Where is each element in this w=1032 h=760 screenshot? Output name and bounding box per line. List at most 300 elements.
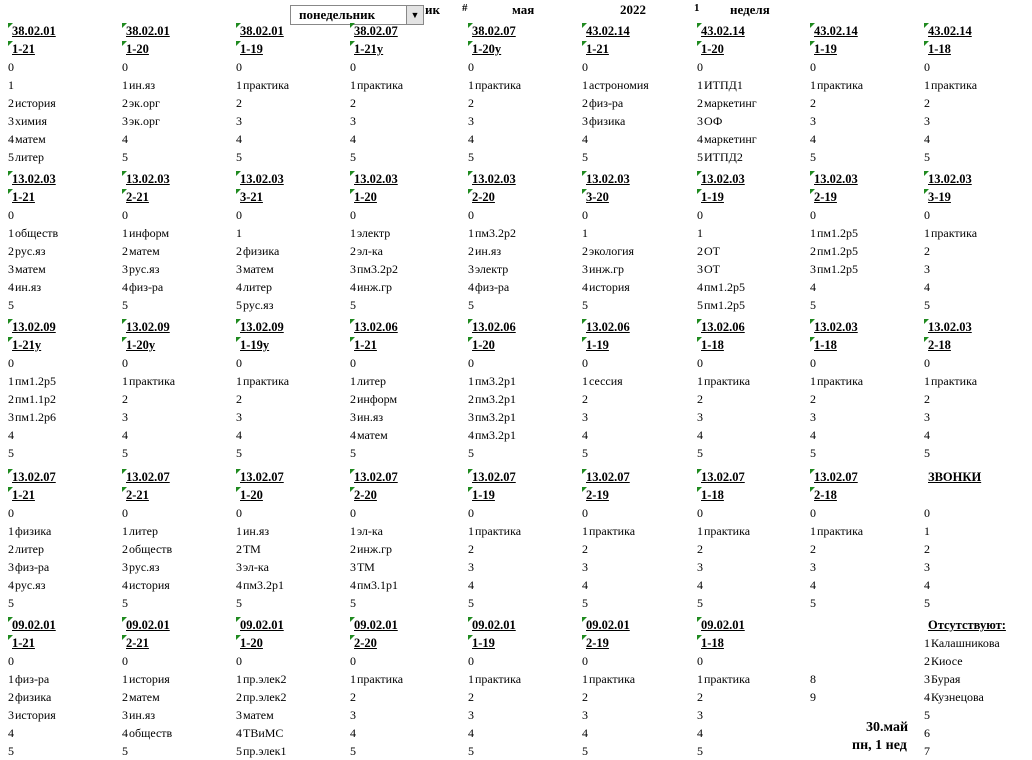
lesson-row[interactable] xyxy=(697,130,809,148)
lesson-row[interactable] xyxy=(697,540,809,558)
lesson-row[interactable] xyxy=(8,522,120,540)
lesson-row[interactable] xyxy=(468,76,580,94)
lesson-row[interactable] xyxy=(350,278,462,296)
lesson-row[interactable] xyxy=(122,206,234,224)
lesson-row[interactable] xyxy=(350,688,462,706)
group-name[interactable]: 1-21у xyxy=(350,40,462,58)
lesson-row[interactable] xyxy=(924,742,1032,760)
lesson-row[interactable] xyxy=(236,76,348,94)
specialty-code[interactable]: 09.02.01 xyxy=(582,616,694,634)
group-name[interactable]: 1-18 xyxy=(810,336,922,354)
specialty-code[interactable]: 13.02.06 xyxy=(582,318,694,336)
group-name[interactable]: 1-18 xyxy=(697,486,809,504)
specialty-code[interactable]: 13.02.03 xyxy=(697,170,809,188)
lesson-row[interactable] xyxy=(810,260,922,278)
lesson-row[interactable] xyxy=(810,576,922,594)
group-name[interactable]: 1-21 xyxy=(350,336,462,354)
lesson-row[interactable] xyxy=(582,444,694,462)
specialty-code[interactable]: 13.02.07 xyxy=(582,468,694,486)
lesson-row[interactable] xyxy=(697,688,809,706)
lesson-row[interactable] xyxy=(350,296,462,314)
lesson-row[interactable] xyxy=(582,260,694,278)
lesson-row[interactable] xyxy=(810,130,922,148)
lesson-row[interactable] xyxy=(468,224,580,242)
lesson-row[interactable] xyxy=(697,372,809,390)
lesson-row[interactable] xyxy=(582,688,694,706)
lesson-row[interactable] xyxy=(8,76,120,94)
lesson-row[interactable] xyxy=(8,130,120,148)
group-name[interactable]: 1-19 xyxy=(468,634,580,652)
group-name[interactable]: 2-21 xyxy=(122,188,234,206)
lesson-row[interactable] xyxy=(122,706,234,724)
lesson-row[interactable] xyxy=(810,354,922,372)
lesson-row[interactable] xyxy=(8,504,120,522)
lesson-row[interactable] xyxy=(697,670,809,688)
lesson-row[interactable] xyxy=(924,688,1032,706)
lesson-row[interactable] xyxy=(8,224,120,242)
lesson-row[interactable] xyxy=(468,504,580,522)
lesson-row[interactable] xyxy=(350,670,462,688)
specialty-code[interactable]: 13.02.07 xyxy=(697,468,809,486)
lesson-row[interactable] xyxy=(468,372,580,390)
lesson-row[interactable] xyxy=(582,278,694,296)
lesson-row[interactable] xyxy=(122,224,234,242)
specialty-code[interactable]: 43.02.14 xyxy=(924,22,1032,40)
lesson-row[interactable] xyxy=(468,390,580,408)
lesson-row[interactable] xyxy=(582,522,694,540)
lesson-row[interactable] xyxy=(8,278,120,296)
lesson-row[interactable] xyxy=(924,504,1032,522)
lesson-row[interactable] xyxy=(350,522,462,540)
lesson-row[interactable] xyxy=(8,444,120,462)
lesson-row[interactable] xyxy=(924,594,1032,612)
lesson-row[interactable] xyxy=(924,652,1032,670)
lesson-row[interactable] xyxy=(468,706,580,724)
specialty-code[interactable]: 13.02.09 xyxy=(8,318,120,336)
lesson-row[interactable] xyxy=(697,426,809,444)
lesson-row[interactable] xyxy=(350,540,462,558)
lesson-row[interactable] xyxy=(582,742,694,760)
specialty-code[interactable]: 09.02.01 xyxy=(122,616,234,634)
lesson-row[interactable] xyxy=(697,278,809,296)
lesson-row[interactable] xyxy=(697,706,809,724)
specialty-code[interactable]: 13.02.03 xyxy=(810,170,922,188)
lesson-row[interactable] xyxy=(924,576,1032,594)
lesson-row[interactable] xyxy=(350,652,462,670)
lesson-row[interactable] xyxy=(236,408,348,426)
lesson-row[interactable] xyxy=(924,224,1032,242)
lesson-row[interactable] xyxy=(697,94,809,112)
lesson-row[interactable] xyxy=(468,408,580,426)
lesson-row[interactable] xyxy=(122,742,234,760)
lesson-row[interactable] xyxy=(810,278,922,296)
lesson-row[interactable] xyxy=(697,148,809,166)
lesson-row[interactable] xyxy=(697,242,809,260)
lesson-row[interactable] xyxy=(810,504,922,522)
specialty-code[interactable]: 13.02.07 xyxy=(350,468,462,486)
lesson-row[interactable] xyxy=(697,504,809,522)
lesson-row[interactable] xyxy=(582,408,694,426)
group-name[interactable]: 1-20 xyxy=(697,40,809,58)
lesson-row[interactable] xyxy=(697,76,809,94)
lesson-row[interactable] xyxy=(810,372,922,390)
lesson-row[interactable] xyxy=(582,426,694,444)
lesson-row[interactable] xyxy=(582,354,694,372)
specialty-code[interactable]: 13.02.07 xyxy=(468,468,580,486)
lesson-row[interactable] xyxy=(810,408,922,426)
lesson-row[interactable] xyxy=(697,594,809,612)
group-name[interactable]: 3-21 xyxy=(236,188,348,206)
lesson-row[interactable] xyxy=(924,558,1032,576)
lesson-row[interactable] xyxy=(8,372,120,390)
lesson-row[interactable] xyxy=(810,224,922,242)
lesson-row[interactable] xyxy=(810,296,922,314)
group-name[interactable]: 1-19 xyxy=(810,40,922,58)
lesson-row[interactable] xyxy=(122,354,234,372)
lesson-row[interactable] xyxy=(468,260,580,278)
lesson-row[interactable] xyxy=(236,112,348,130)
lesson-row[interactable] xyxy=(582,58,694,76)
lesson-row[interactable] xyxy=(8,652,120,670)
lesson-row[interactable] xyxy=(697,724,809,742)
lesson-row[interactable] xyxy=(8,670,120,688)
lesson-row[interactable] xyxy=(236,742,348,760)
specialty-code[interactable]: 13.02.06 xyxy=(350,318,462,336)
lesson-row[interactable] xyxy=(350,112,462,130)
lesson-row[interactable] xyxy=(350,206,462,224)
lesson-row[interactable] xyxy=(122,540,234,558)
lesson-row[interactable] xyxy=(122,296,234,314)
lesson-row[interactable] xyxy=(468,296,580,314)
lesson-row[interactable] xyxy=(236,94,348,112)
lesson-row[interactable] xyxy=(697,742,809,760)
lesson-row[interactable] xyxy=(350,724,462,742)
lesson-row[interactable] xyxy=(350,576,462,594)
lesson-row[interactable] xyxy=(236,242,348,260)
group-name[interactable]: 1-20 xyxy=(468,336,580,354)
group-name[interactable]: 2-19 xyxy=(810,188,922,206)
lesson-row[interactable] xyxy=(582,148,694,166)
group-name[interactable]: 1-20у xyxy=(122,336,234,354)
lesson-row[interactable] xyxy=(8,576,120,594)
lesson-row[interactable] xyxy=(468,540,580,558)
lesson-row[interactable] xyxy=(8,148,120,166)
lesson-row[interactable] xyxy=(924,260,1032,278)
lesson-row[interactable] xyxy=(924,408,1032,426)
lesson-row[interactable] xyxy=(468,594,580,612)
lesson-row[interactable] xyxy=(810,540,922,558)
group-name[interactable]: 1-20у xyxy=(468,40,580,58)
specialty-code[interactable]: 09.02.01 xyxy=(350,616,462,634)
lesson-row[interactable] xyxy=(582,206,694,224)
lesson-row[interactable] xyxy=(924,296,1032,314)
lesson-row[interactable] xyxy=(236,688,348,706)
lesson-row[interactable] xyxy=(236,540,348,558)
lesson-row[interactable] xyxy=(697,576,809,594)
specialty-code[interactable]: 09.02.01 xyxy=(8,616,120,634)
lesson-row[interactable] xyxy=(236,206,348,224)
lesson-row[interactable] xyxy=(350,224,462,242)
lesson-row[interactable] xyxy=(924,130,1032,148)
lesson-row[interactable] xyxy=(122,670,234,688)
group-name[interactable]: 2-19 xyxy=(582,486,694,504)
lesson-row[interactable] xyxy=(582,576,694,594)
lesson-row[interactable] xyxy=(236,224,348,242)
group-name[interactable]: 1-19у xyxy=(236,336,348,354)
specialty-code[interactable]: 43.02.14 xyxy=(582,22,694,40)
lesson-row[interactable] xyxy=(8,390,120,408)
specialty-code[interactable]: 13.02.03 xyxy=(810,318,922,336)
specialty-code[interactable]: 13.02.06 xyxy=(468,318,580,336)
lesson-row[interactable] xyxy=(350,706,462,724)
lesson-row[interactable] xyxy=(122,112,234,130)
lesson-row[interactable] xyxy=(697,206,809,224)
lesson-row[interactable] xyxy=(697,558,809,576)
lesson-row[interactable] xyxy=(697,112,809,130)
group-name[interactable]: 1-18 xyxy=(697,634,809,652)
group-name[interactable]: 1-20 xyxy=(350,188,462,206)
specialty-code[interactable]: 13.02.09 xyxy=(236,318,348,336)
specialty-code[interactable]: 13.02.07 xyxy=(810,468,922,486)
lesson-row[interactable] xyxy=(810,94,922,112)
lesson-row[interactable] xyxy=(122,444,234,462)
lesson-row[interactable] xyxy=(468,652,580,670)
specialty-code[interactable]: 09.02.01 xyxy=(697,616,809,634)
lesson-row[interactable] xyxy=(924,444,1032,462)
group-name[interactable]: 2-20 xyxy=(350,634,462,652)
lesson-row[interactable] xyxy=(810,594,922,612)
lesson-row[interactable] xyxy=(468,426,580,444)
lesson-row[interactable] xyxy=(8,558,120,576)
lesson-row[interactable] xyxy=(468,206,580,224)
group-name[interactable]: 1-18 xyxy=(697,336,809,354)
lesson-row[interactable] xyxy=(122,372,234,390)
lesson-row[interactable] xyxy=(122,76,234,94)
lesson-row[interactable] xyxy=(350,76,462,94)
group-name[interactable]: 1-18 xyxy=(924,40,1032,58)
specialty-code[interactable]: 38.02.07 xyxy=(468,22,580,40)
lesson-row[interactable] xyxy=(582,296,694,314)
lesson-row[interactable] xyxy=(122,260,234,278)
lesson-row[interactable] xyxy=(8,58,120,76)
specialty-code[interactable]: 43.02.14 xyxy=(810,22,922,40)
group-name[interactable]: 1-21 xyxy=(8,40,120,58)
lesson-row[interactable] xyxy=(810,76,922,94)
lesson-row[interactable] xyxy=(122,504,234,522)
lesson-row[interactable] xyxy=(582,390,694,408)
lesson-row[interactable] xyxy=(924,634,1032,652)
lesson-row[interactable] xyxy=(350,504,462,522)
lesson-row[interactable] xyxy=(810,242,922,260)
lesson-row[interactable] xyxy=(236,148,348,166)
lesson-row[interactable] xyxy=(582,706,694,724)
group-name[interactable]: 2-21 xyxy=(122,634,234,652)
lesson-row[interactable] xyxy=(582,670,694,688)
lesson-row[interactable] xyxy=(697,408,809,426)
lesson-row[interactable] xyxy=(810,390,922,408)
lesson-row[interactable] xyxy=(350,354,462,372)
lesson-row[interactable] xyxy=(468,130,580,148)
lesson-row[interactable] xyxy=(924,670,1032,688)
lesson-row[interactable] xyxy=(697,224,809,242)
lesson-row[interactable] xyxy=(582,652,694,670)
lesson-row[interactable] xyxy=(236,504,348,522)
specialty-code[interactable]: 09.02.01 xyxy=(236,616,348,634)
lesson-row[interactable] xyxy=(8,742,120,760)
group-name[interactable]: 1-20 xyxy=(236,486,348,504)
lesson-row[interactable] xyxy=(350,444,462,462)
lesson-row[interactable] xyxy=(697,444,809,462)
specialty-code[interactable]: 38.02.01 xyxy=(122,22,234,40)
lesson-row[interactable] xyxy=(468,58,580,76)
lesson-row[interactable] xyxy=(350,94,462,112)
lesson-row[interactable] xyxy=(8,242,120,260)
group-name[interactable]: 2-18 xyxy=(810,486,922,504)
specialty-code[interactable]: 13.02.03 xyxy=(236,170,348,188)
lesson-row[interactable] xyxy=(350,148,462,166)
lesson-row[interactable] xyxy=(697,296,809,314)
lesson-row[interactable] xyxy=(236,576,348,594)
specialty-code[interactable]: 13.02.03 xyxy=(582,170,694,188)
lesson-row[interactable] xyxy=(582,594,694,612)
lesson-row[interactable] xyxy=(350,130,462,148)
group-name[interactable]: 1-21 xyxy=(8,188,120,206)
lesson-row[interactable] xyxy=(582,242,694,260)
lesson-row[interactable] xyxy=(810,112,922,130)
lesson-row[interactable] xyxy=(8,354,120,372)
group-name[interactable]: 1-20 xyxy=(236,634,348,652)
specialty-code[interactable]: 13.02.03 xyxy=(122,170,234,188)
lesson-row[interactable] xyxy=(122,724,234,742)
lesson-row[interactable] xyxy=(236,354,348,372)
lesson-row[interactable] xyxy=(924,426,1032,444)
lesson-row[interactable] xyxy=(924,706,1032,724)
lesson-row[interactable] xyxy=(122,594,234,612)
lesson-row[interactable] xyxy=(236,58,348,76)
lesson-row[interactable] xyxy=(924,724,1032,742)
lesson-row[interactable] xyxy=(468,444,580,462)
specialty-code[interactable]: 38.02.07 xyxy=(350,22,462,40)
lesson-row[interactable] xyxy=(468,112,580,130)
lesson-row[interactable] xyxy=(236,130,348,148)
group-name[interactable]: 1-19 xyxy=(697,188,809,206)
lesson-row[interactable] xyxy=(236,278,348,296)
lesson-row[interactable] xyxy=(122,652,234,670)
specialty-code[interactable]: 13.02.07 xyxy=(8,468,120,486)
lesson-row[interactable] xyxy=(122,390,234,408)
lesson-row[interactable] xyxy=(122,94,234,112)
group-name[interactable]: 2-20 xyxy=(468,188,580,206)
lesson-row[interactable] xyxy=(8,112,120,130)
specialty-code[interactable]: 38.02.01 xyxy=(8,22,120,40)
lesson-row[interactable] xyxy=(122,148,234,166)
specialty-code[interactable]: 13.02.09 xyxy=(122,318,234,336)
lesson-row[interactable] xyxy=(122,688,234,706)
lesson-row[interactable] xyxy=(122,558,234,576)
lesson-row[interactable] xyxy=(236,706,348,724)
lesson-row[interactable] xyxy=(468,670,580,688)
lesson-row[interactable] xyxy=(122,130,234,148)
lesson-row[interactable] xyxy=(582,130,694,148)
lesson-row[interactable] xyxy=(236,652,348,670)
lesson-row[interactable] xyxy=(468,522,580,540)
specialty-code[interactable]: 09.02.01 xyxy=(468,616,580,634)
lesson-row[interactable] xyxy=(810,558,922,576)
lesson-row[interactable] xyxy=(468,558,580,576)
specialty-code[interactable]: 13.02.03 xyxy=(350,170,462,188)
lesson-row[interactable] xyxy=(236,558,348,576)
lesson-row[interactable] xyxy=(697,354,809,372)
group-name[interactable]: 1-21у xyxy=(8,336,120,354)
lesson-row[interactable] xyxy=(924,372,1032,390)
lesson-row[interactable] xyxy=(122,426,234,444)
lesson-row[interactable] xyxy=(8,688,120,706)
lesson-row[interactable] xyxy=(350,558,462,576)
lesson-row[interactable] xyxy=(810,58,922,76)
lesson-row[interactable] xyxy=(350,390,462,408)
lesson-row[interactable] xyxy=(810,206,922,224)
lesson-row[interactable] xyxy=(350,242,462,260)
lesson-row[interactable] xyxy=(122,408,234,426)
group-name[interactable]: 1-21 xyxy=(582,40,694,58)
specialty-code[interactable]: 13.02.07 xyxy=(236,468,348,486)
group-name[interactable]: 1-20 xyxy=(122,40,234,58)
lesson-row[interactable] xyxy=(122,576,234,594)
lesson-row[interactable] xyxy=(582,94,694,112)
lesson-row[interactable] xyxy=(236,522,348,540)
lesson-row[interactable] xyxy=(236,426,348,444)
lesson-row[interactable] xyxy=(122,242,234,260)
lesson-row[interactable] xyxy=(8,206,120,224)
lesson-row[interactable] xyxy=(924,522,1032,540)
specialty-code[interactable]: 43.02.14 xyxy=(697,22,809,40)
group-name[interactable]: 1-21 xyxy=(8,486,120,504)
lesson-row[interactable] xyxy=(350,426,462,444)
lesson-row[interactable] xyxy=(236,260,348,278)
lesson-row[interactable] xyxy=(924,390,1032,408)
lesson-row[interactable] xyxy=(236,594,348,612)
lesson-row[interactable] xyxy=(468,278,580,296)
specialty-code[interactable]: 13.02.03 xyxy=(924,318,1032,336)
lesson-row[interactable] xyxy=(350,742,462,760)
specialty-code[interactable]: 13.02.03 xyxy=(468,170,580,188)
lesson-row[interactable] xyxy=(924,354,1032,372)
lesson-row[interactable] xyxy=(8,260,120,278)
lesson-row[interactable] xyxy=(924,76,1032,94)
lesson-row[interactable] xyxy=(582,504,694,522)
lesson-row[interactable] xyxy=(468,724,580,742)
lesson-row[interactable] xyxy=(582,540,694,558)
lesson-row[interactable] xyxy=(582,558,694,576)
lesson-row[interactable] xyxy=(468,576,580,594)
specialty-code[interactable]: 13.02.06 xyxy=(697,318,809,336)
lesson-row[interactable] xyxy=(924,540,1032,558)
specialty-code[interactable]: 38.02.01 xyxy=(236,22,348,40)
specialty-code[interactable]: 13.02.03 xyxy=(924,170,1032,188)
specialty-code[interactable]: 13.02.07 xyxy=(122,468,234,486)
lesson-row[interactable] xyxy=(468,354,580,372)
lesson-row[interactable] xyxy=(236,670,348,688)
lesson-row[interactable] xyxy=(924,278,1032,296)
lesson-row[interactable] xyxy=(122,58,234,76)
lesson-row[interactable] xyxy=(582,224,694,242)
lesson-row[interactable] xyxy=(8,706,120,724)
lesson-row[interactable] xyxy=(350,372,462,390)
lesson-row[interactable] xyxy=(350,408,462,426)
specialty-code[interactable]: 13.02.03 xyxy=(8,170,120,188)
lesson-row[interactable] xyxy=(924,112,1032,130)
lesson-row[interactable] xyxy=(582,76,694,94)
